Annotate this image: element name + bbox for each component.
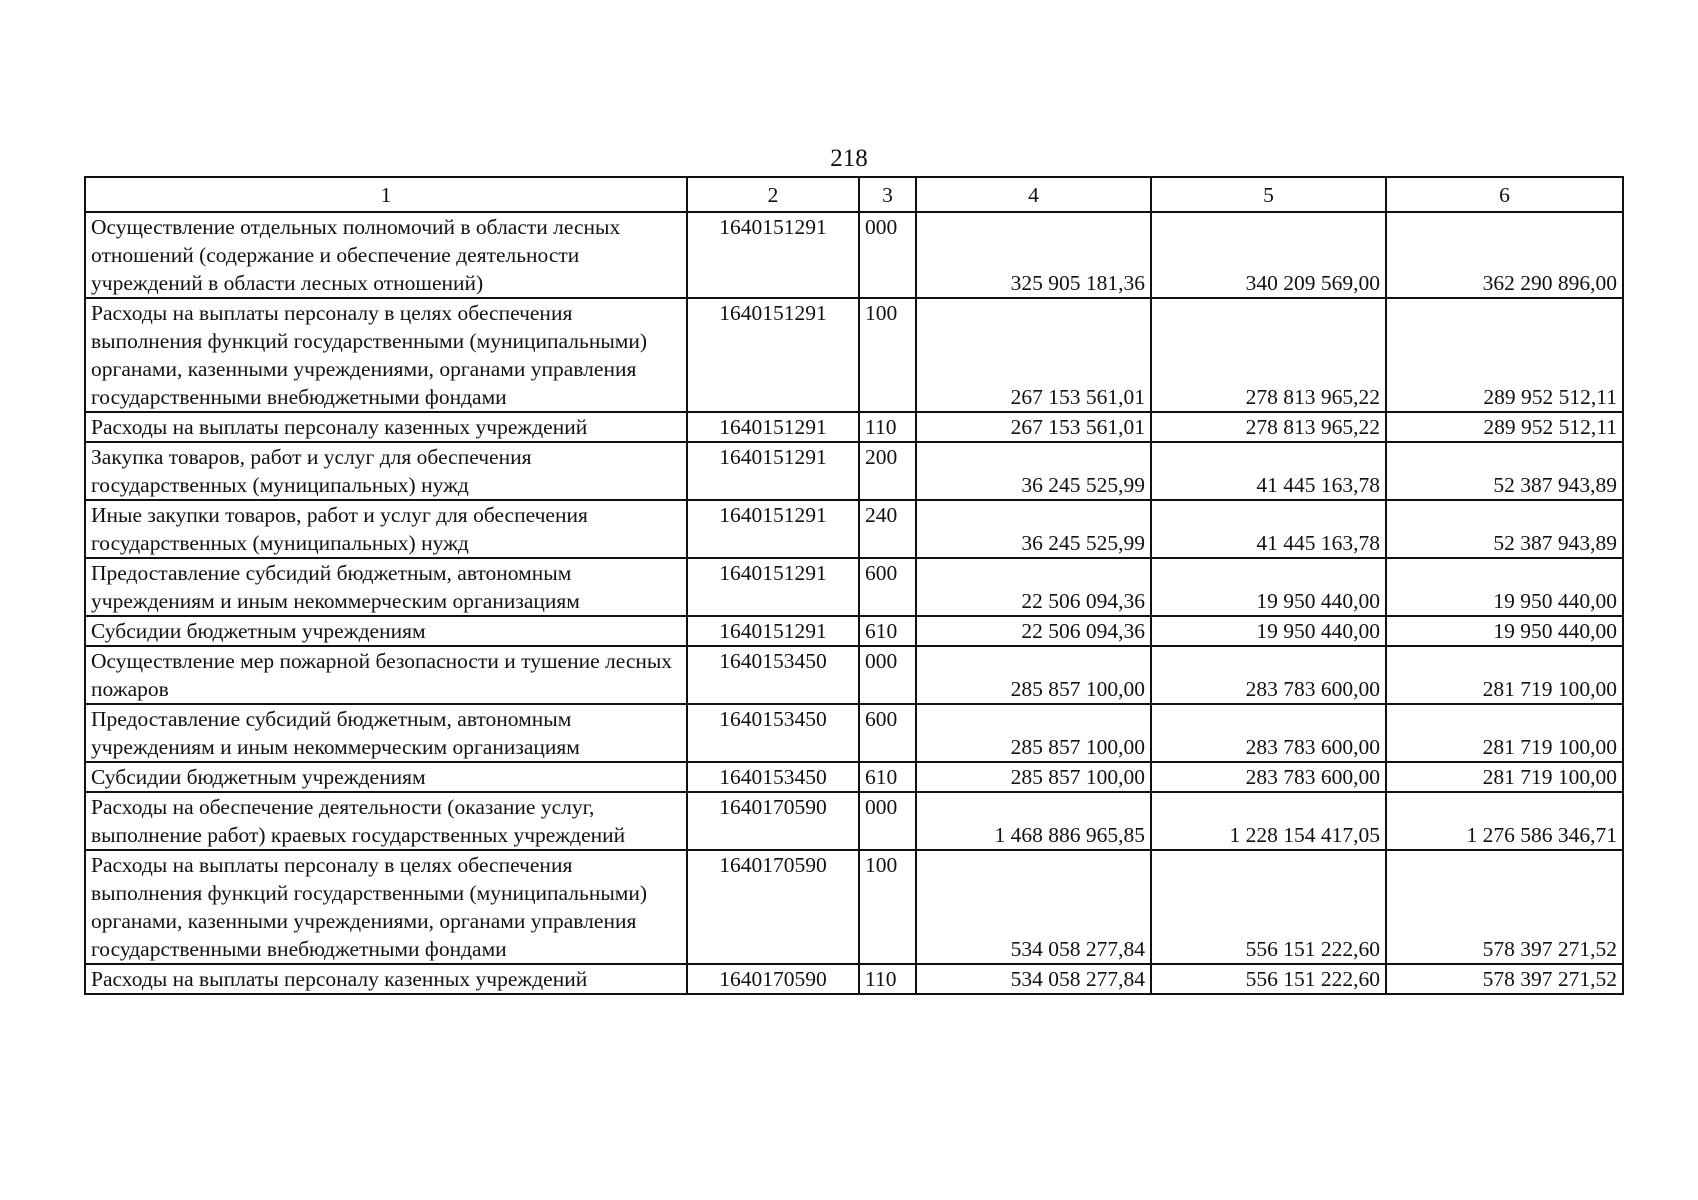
table-row [85, 412, 1623, 442]
amount-column-4: 534 058 277,84 [916, 964, 1151, 994]
amount-column-5: 556 151 222,60 [1151, 964, 1386, 994]
table-row [85, 704, 1623, 762]
expense-type-code: 600 [859, 704, 916, 762]
table-row [85, 558, 1623, 616]
table-row [85, 964, 1623, 994]
expense-type-code: 100 [859, 850, 916, 964]
amount-column-5: 19 950 440,00 [1151, 558, 1386, 616]
amount-column-5: 278 813 965,22 [1151, 298, 1386, 412]
expense-type-code: 600 [859, 558, 916, 616]
amount-column-6: 19 950 440,00 [1386, 616, 1623, 646]
expense-name: Расходы на выплаты персоналу казенных учреждений [85, 412, 687, 442]
amount-column-4: 267 153 561,01 [916, 298, 1151, 412]
expense-name: Расходы на выплаты персоналу в целях обеспечения выполнения функций государственными (муниципальными) органами, казенными учреждениями, органами управления государственными внебюджетными фондами [85, 298, 687, 412]
table-row [85, 646, 1623, 704]
amount-column-4: 36 245 525,99 [916, 442, 1151, 500]
amount-column-6: 52 387 943,89 [1386, 500, 1623, 558]
target-article-code: 1640170590 [687, 850, 859, 964]
amount-column-6: 289 952 512,11 [1386, 298, 1623, 412]
target-article-code: 1640151291 [687, 558, 859, 616]
expense-type-code: 110 [859, 412, 916, 442]
table-row [85, 762, 1623, 792]
amount-column-5: 283 783 600,00 [1151, 704, 1386, 762]
target-article-code: 1640151291 [687, 212, 859, 298]
column-header-2: 2 [687, 177, 859, 212]
amount-column-4: 534 058 277,84 [916, 850, 1151, 964]
amount-column-5: 19 950 440,00 [1151, 616, 1386, 646]
target-article-code: 1640153450 [687, 762, 859, 792]
amount-column-5: 1 228 154 417,05 [1151, 792, 1386, 850]
expense-type-code: 200 [859, 442, 916, 500]
amount-column-5: 41 445 163,78 [1151, 442, 1386, 500]
column-header-5: 5 [1151, 177, 1386, 212]
amount-column-4: 22 506 094,36 [916, 558, 1151, 616]
target-article-code: 1640151291 [687, 616, 859, 646]
target-article-code: 1640170590 [687, 964, 859, 994]
column-header-3: 3 [859, 177, 916, 212]
amount-column-6: 578 397 271,52 [1386, 850, 1623, 964]
table-row [85, 792, 1623, 850]
amount-column-6: 578 397 271,52 [1386, 964, 1623, 994]
expense-name: Расходы на обеспечение деятельности (оказание услуг, выполнение работ) краевых государственных учреждений [85, 792, 687, 850]
amount-column-6: 281 719 100,00 [1386, 646, 1623, 704]
page-number: 218 [830, 145, 868, 172]
amount-column-6: 281 719 100,00 [1386, 704, 1623, 762]
amount-column-4: 1 468 886 965,85 [916, 792, 1151, 850]
column-header-4: 4 [916, 177, 1151, 212]
amount-column-4: 285 857 100,00 [916, 762, 1151, 792]
table-row [85, 442, 1623, 500]
amount-column-5: 283 783 600,00 [1151, 762, 1386, 792]
amount-column-6: 19 950 440,00 [1386, 558, 1623, 616]
target-article-code: 1640170590 [687, 792, 859, 850]
expense-name: Осуществление отдельных полномочий в области лесных отношений (содержание и обеспечение деятельности учреждений в области лесных отношений) [85, 212, 687, 298]
column-number-row [85, 177, 1623, 212]
expense-type-code: 000 [859, 792, 916, 850]
expense-name: Расходы на выплаты персоналу казенных учреждений [85, 964, 687, 994]
expense-type-code: 000 [859, 212, 916, 298]
expense-name: Субсидии бюджетным учреждениям [85, 762, 687, 792]
expense-type-code: 100 [859, 298, 916, 412]
column-header-1: 1 [85, 177, 687, 212]
table-row [85, 500, 1623, 558]
amount-column-4: 285 857 100,00 [916, 704, 1151, 762]
amount-column-4: 267 153 561,01 [916, 412, 1151, 442]
target-article-code: 1640153450 [687, 646, 859, 704]
expense-name: Закупка товаров, работ и услуг для обеспечения государственных (муниципальных) нужд [85, 442, 687, 500]
amount-column-5: 41 445 163,78 [1151, 500, 1386, 558]
amount-column-5: 278 813 965,22 [1151, 412, 1386, 442]
column-header-6: 6 [1386, 177, 1623, 212]
table-row [85, 616, 1623, 646]
target-article-code: 1640151291 [687, 500, 859, 558]
expense-name: Предоставление субсидий бюджетным, автономным учреждениям и иным некоммерческим организациям [85, 558, 687, 616]
expense-type-code: 240 [859, 500, 916, 558]
amount-column-4: 325 905 181,36 [916, 212, 1151, 298]
budget-table [84, 176, 1624, 995]
expense-name: Осуществление мер пожарной безопасности и тушение лесных пожаров [85, 646, 687, 704]
table-row [85, 298, 1623, 412]
expense-name: Субсидии бюджетным учреждениям [85, 616, 687, 646]
expense-type-code: 110 [859, 964, 916, 994]
amount-column-4: 22 506 094,36 [916, 616, 1151, 646]
table-row [85, 850, 1623, 964]
amount-column-6: 289 952 512,11 [1386, 412, 1623, 442]
amount-column-5: 556 151 222,60 [1151, 850, 1386, 964]
expense-name: Расходы на выплаты персоналу в целях обеспечения выполнения функций государственными (муниципальными) органами, казенными учреждениями, органами управления государственными внебюджетными фондами [85, 850, 687, 964]
expense-type-code: 610 [859, 762, 916, 792]
target-article-code: 1640151291 [687, 298, 859, 412]
target-article-code: 1640153450 [687, 704, 859, 762]
target-article-code: 1640151291 [687, 442, 859, 500]
amount-column-6: 52 387 943,89 [1386, 442, 1623, 500]
expense-type-code: 610 [859, 616, 916, 646]
amount-column-4: 36 245 525,99 [916, 500, 1151, 558]
table-row [85, 212, 1623, 298]
amount-column-6: 1 276 586 346,71 [1386, 792, 1623, 850]
expense-name: Иные закупки товаров, работ и услуг для обеспечения государственных (муниципальных) нужд [85, 500, 687, 558]
amount-column-6: 362 290 896,00 [1386, 212, 1623, 298]
amount-column-4: 285 857 100,00 [916, 646, 1151, 704]
target-article-code: 1640151291 [687, 412, 859, 442]
expense-type-code: 000 [859, 646, 916, 704]
amount-column-5: 340 209 569,00 [1151, 212, 1386, 298]
expense-name: Предоставление субсидий бюджетным, автономным учреждениям и иным некоммерческим организациям [85, 704, 687, 762]
amount-column-5: 283 783 600,00 [1151, 646, 1386, 704]
amount-column-6: 281 719 100,00 [1386, 762, 1623, 792]
